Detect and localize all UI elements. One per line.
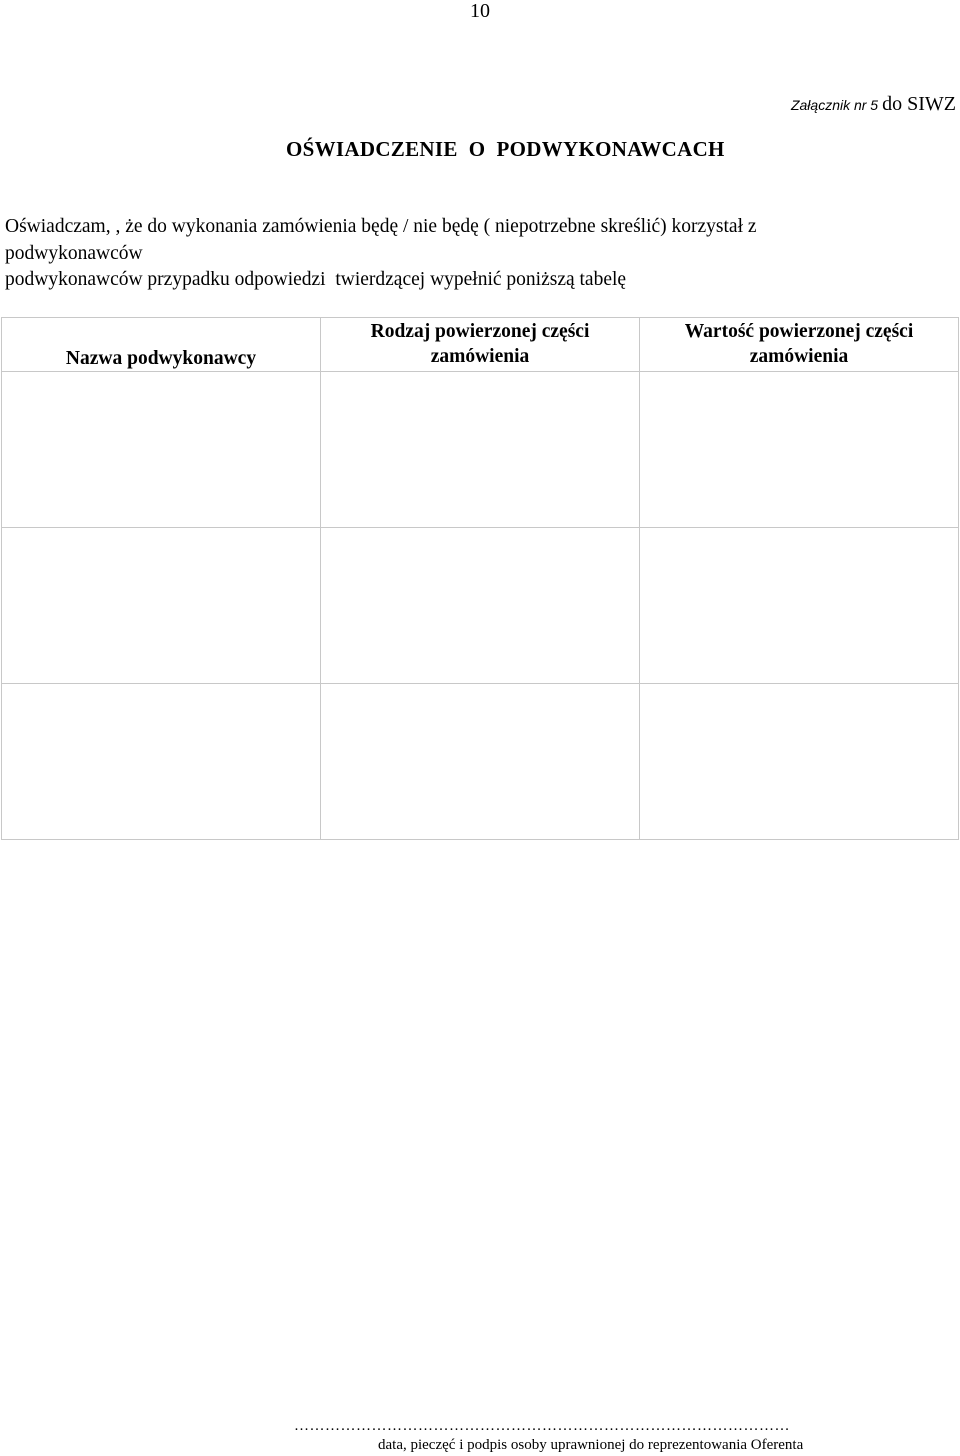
table-row [2,372,959,528]
table-cell[interactable] [640,528,959,684]
table-row [2,684,959,840]
signature-caption: data, pieczęć i podpis osoby uprawnionej do reprezentowania Oferenta [378,1437,804,1453]
table-cell[interactable] [640,684,959,840]
table-row [2,528,959,684]
header-subcontractor-name: Nazwa podwykonawcy [2,318,321,372]
table-cell[interactable] [321,528,640,684]
table-cell[interactable] [321,684,640,840]
page-number: 10 [470,0,490,22]
annex-label [791,92,956,118]
document-title: OŚWIADCZENIE O PODWYKONAWCACH [286,137,725,161]
subcontractors-table [1,317,959,840]
table-header-row [2,318,959,372]
table-cell[interactable] [2,528,321,684]
statement-line-3: podwykonawców przypadku odpowiedzi twierdzącej wypełnić poniższą tabelę [5,269,627,290]
header-value-of-work: Wartość powierzonej części zamówienia [640,318,959,372]
statement-line-1: Oświadczam, , że do wykonania zamówienia będę / nie będę ( niepotrzebne skreślić) korzystał z [5,216,757,237]
signature-line: …………………………………………………………………………………… [294,1418,790,1434]
statement-text [5,214,945,294]
table-cell[interactable] [2,372,321,528]
table-cell[interactable] [2,684,321,840]
annex-suffix: do SIWZ [882,93,956,115]
table-cell[interactable] [321,372,640,528]
table-cell[interactable] [640,372,959,528]
statement-line-2: podwykonawców [5,242,143,264]
annex-number: Załącznik nr 5 [790,97,879,113]
header-scope-of-work: Rodzaj powierzonej części zamówienia [321,318,640,372]
